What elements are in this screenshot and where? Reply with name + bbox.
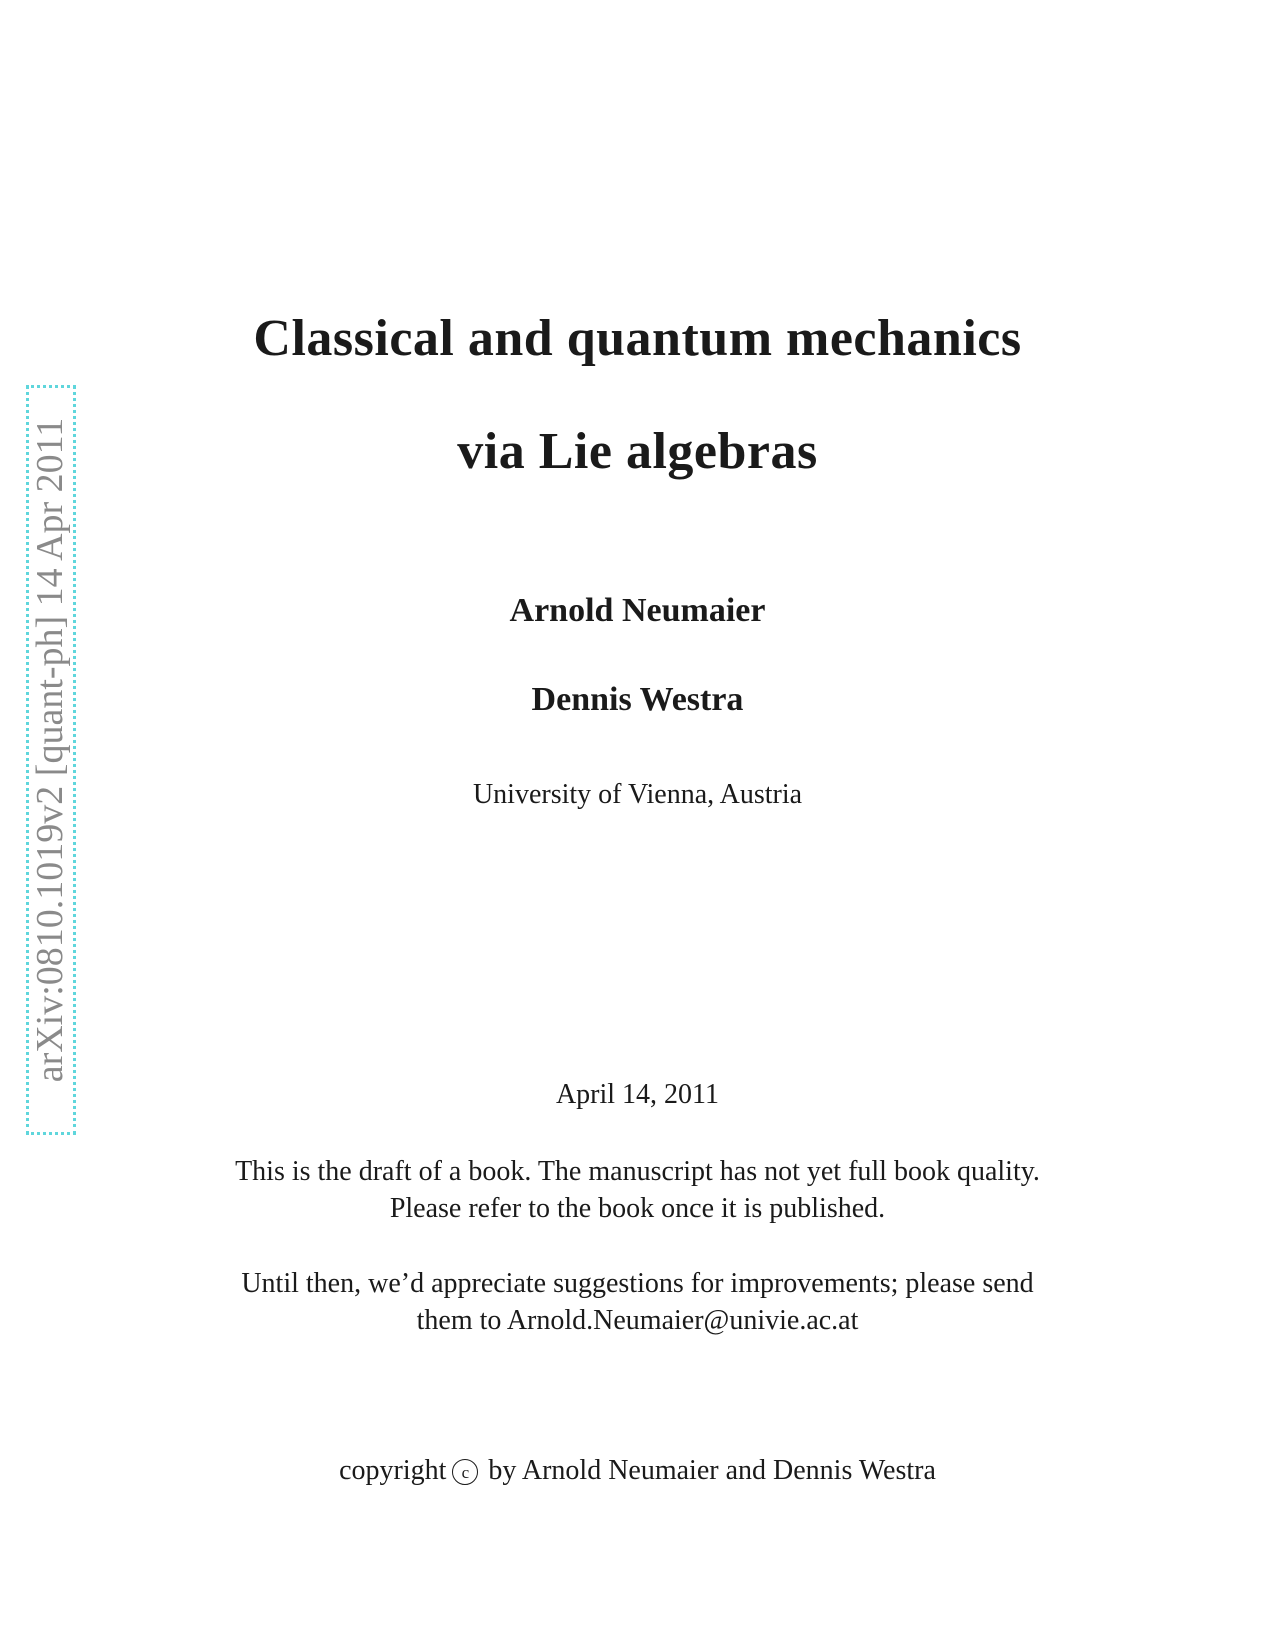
feedback-notice	[0, 1265, 1275, 1339]
book-title-line-2: via Lie algebras	[457, 423, 818, 480]
feedback-notice-line-2: them to Arnold.Neumaier@univie.ac.at	[416, 1305, 859, 1336]
draft-notice-line-2: Please refer to the book once it is published.	[389, 1193, 886, 1224]
copyright-holders: by Arnold Neumaier and Dennis Westra	[488, 1455, 936, 1486]
draft-notice-line-1: This is the draft of a book. The manuscript has not yet full book quality.	[235, 1156, 1040, 1187]
copyright-line	[0, 1457, 1275, 1485]
author-name-1: Arnold Neumaier	[509, 592, 766, 629]
arxiv-identifier: arXiv:0810.1019v2 [quant-ph] 14 Apr 2011	[29, 417, 71, 1083]
copyright-prefix: copyright	[339, 1455, 447, 1486]
author-name-2: Dennis Westra	[531, 681, 744, 718]
book-title-line-1: Classical and quantum mechanics	[253, 310, 1022, 367]
feedback-notice-line-1: Until then, we’d appreciate suggestions for improvements; please send	[241, 1268, 1034, 1299]
draft-date: April 14, 2011	[555, 1079, 720, 1110]
draft-notice	[0, 1153, 1275, 1227]
affiliation: University of Vienna, Austria	[472, 779, 803, 810]
copyright-icon: c	[452, 1459, 478, 1485]
